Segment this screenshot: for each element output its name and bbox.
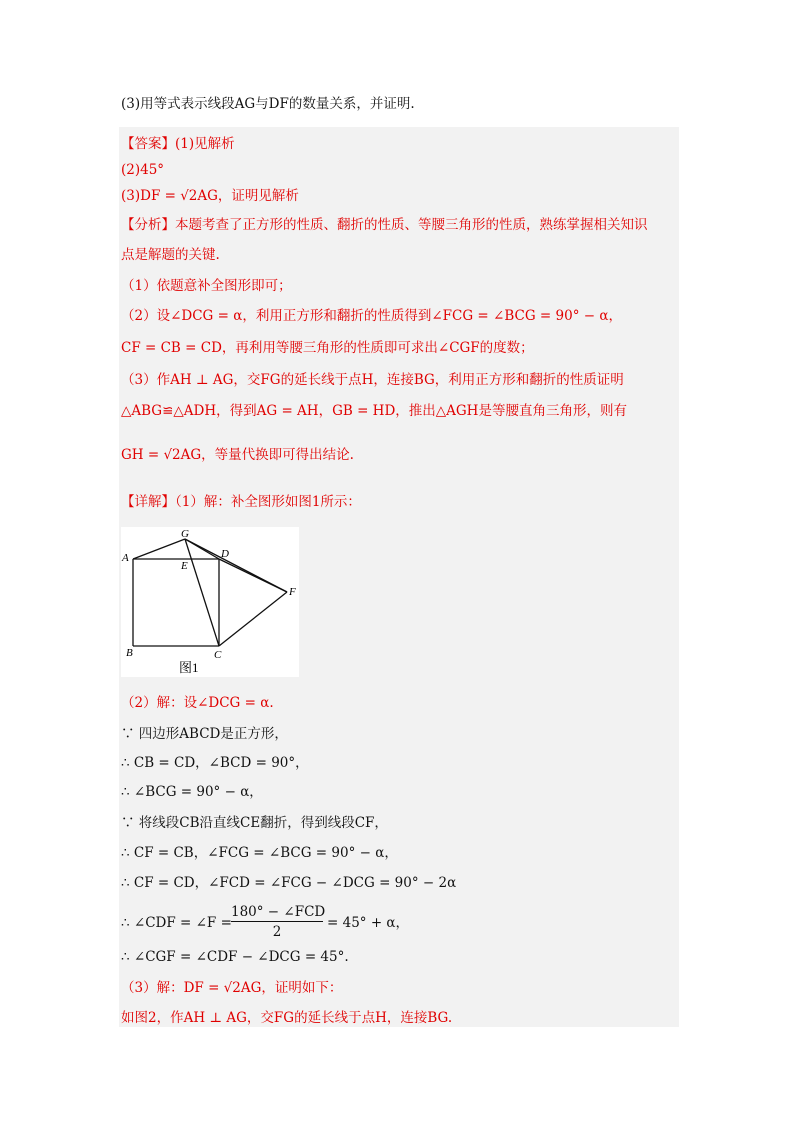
analysis-step-3c: GH = √2AG，等量代换即可得出结论. [121, 447, 354, 463]
analysis-step-2b: CF = CB = CD，再利用等腰三角形的性质即可求出∠CGF的度数； [121, 340, 534, 356]
answer-part-3: (3)DF = √2AG，证明见解析 [121, 188, 299, 204]
label-A: A [122, 552, 129, 564]
detail-line-8: ∴ CF = CD，∠FCD = ∠FCG − ∠DCG = 90° − 2α [121, 875, 457, 891]
detail-part-3-intro: （3）解：DF = √2AG，证明如下： [121, 980, 343, 996]
segment-AG [133, 539, 185, 559]
figure-1-caption: 图1 [179, 660, 199, 675]
label-C: C [214, 649, 222, 661]
answer-part-2: (2)45° [121, 162, 165, 178]
fraction-numerator: 180° − ∠FCD [231, 904, 326, 920]
label-E: E [181, 560, 188, 572]
label-D: D [221, 548, 229, 560]
analysis-intro-line1: 【分析】本题考查了正方形的性质、翻折的性质、等腰三角形的性质，熟练掌握相关知识 [121, 217, 648, 233]
detail-part-1: 【详解】（1）解：补全图形如图1所示： [121, 494, 361, 510]
detail-line-6: ∵ 将线段CB沿直线CE翻折，得到线段CF， [121, 815, 388, 831]
detail-line-5: ∴ ∠BCG = 90° − α， [121, 784, 263, 800]
figure-1 [121, 527, 299, 677]
analysis-intro-line2: 点是解题的关键. [121, 247, 220, 263]
detail-line-7: ∴ CF = CB，∠FCG = ∠BCG = 90° − α， [121, 845, 398, 861]
label-B: B [126, 647, 133, 659]
detail-line-9-lhs: ∴ ∠CDF = ∠F = [121, 915, 232, 931]
question-part-3: (3)用等式表示线段AG与DF的数量关系，并证明. [121, 96, 415, 112]
fraction-denominator: 2 [272, 924, 282, 940]
label-G: G [181, 528, 189, 540]
analysis-step-2a: （2）设∠DCG = α，利用正方形和翻折的性质得到∠FCG = ∠BCG = 90° − α， [121, 308, 622, 324]
analysis-step-3a: （3）作AH ⊥ AG，交FG的延长线于点H，连接BG，利用正方形和翻折的性质证明 [121, 372, 624, 388]
figure-1-diagram [121, 527, 299, 677]
detail-part-2-intro: （2）解：设∠DCG = α. [121, 695, 274, 711]
segment-CF [219, 592, 287, 646]
detail-line-4: ∴ CB = CD，∠BCD = 90°， [121, 755, 309, 771]
detail-line-3: ∵ 四边形ABCD是正方形， [121, 726, 288, 742]
analysis-step-1: （1）依题意补全图形即可； [121, 278, 292, 294]
answer-part-1: 【答案】(1)见解析 [121, 136, 235, 152]
detail-line-12: 如图2，作AH ⊥ AG，交FG的延长线于点H，连接BG. [121, 1010, 453, 1026]
analysis-step-3b: △ABG≌△ADH，得到AG = AH，GB = HD，推出△AGH是等腰直角三角形，则有 [121, 403, 627, 419]
segment-GC [185, 539, 219, 646]
segment-DF [219, 559, 287, 592]
label-F: F [289, 586, 296, 598]
detail-line-10: ∴ ∠CGF = ∠CDF − ∠DCG = 45°. [121, 949, 349, 965]
detail-line-9-rhs: = 45° + α， [327, 915, 410, 931]
